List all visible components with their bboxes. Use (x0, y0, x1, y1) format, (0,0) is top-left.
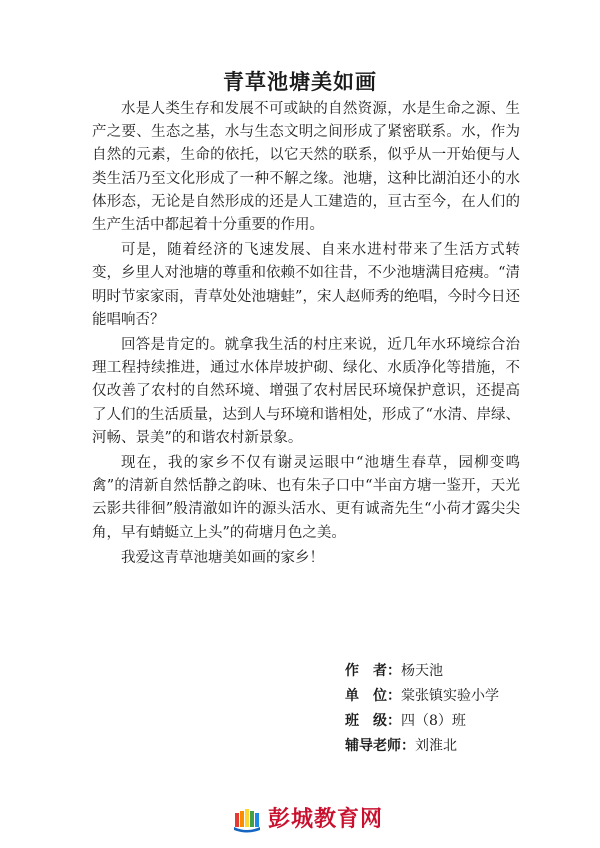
book-logo-icon (232, 803, 262, 833)
class-label: 班 级： (345, 713, 401, 729)
site-logo[interactable] (232, 802, 383, 833)
paragraph-4: 现在，我的家乡不仅有谢灵运眼中“池塘生春草，园柳变鸣禽”的清新自然恬静之韵味、也有朱子口中“半亩方塘一鉴开，天光云影共徘徊”般清澈如许的源头活水、更有诚斋先生“小荷才露尖尖角，早有蜻蜓立上头”的荷塘月色之美。 (92, 455, 520, 541)
class-value: 四（8）班 (401, 713, 466, 729)
paragraph-5: 我爱这青草池塘美如画的家乡！ (121, 549, 324, 566)
author-label: 作 者： (345, 663, 401, 679)
teacher-value: 刘淮北 (415, 738, 457, 754)
unit-label: 单 位： (345, 688, 401, 704)
byline-teacher (345, 735, 545, 760)
paragraph-2: 可是，随着经济的飞速发展、自来水进村带来了生活方式转变，乡里人对池塘的尊重和依赖不如往昔，不少池塘满目疮痍。“清明时节家家雨，青草处处池塘蛙”，宋人赵师秀的绝唱，今时今日还能唱响否？ (92, 242, 520, 328)
unit-value: 棠张镇实验小学 (401, 688, 499, 704)
article-body (92, 98, 520, 570)
byline (345, 660, 545, 760)
paragraph-3: 回答是肯定的。就拿我生活的村庄来说，近几年水环境综合治理工程持续推进，通过水体岸坡护砌、绿化、水质净化等措施，不仅改善了农村的自然环境、增强了农村居民环境保护意识，还提高了人们的生活质量，达到人与环境和谐相处，形成了“水清、岸绿、河畅、景美”的和谐农村新景象。 (92, 337, 520, 446)
teacher-label: 辅导老师： (345, 738, 415, 754)
author-value: 杨天池 (401, 663, 443, 679)
logo-text: 彭城教育网 (268, 807, 384, 832)
article-title: 青草池塘美如画 (223, 70, 377, 94)
byline-author (345, 660, 545, 685)
paragraph-1: 水是人类生存和发展不可或缺的自然资源，水是生命之源、生产之要、生态之基，水与生态文明之间形成了紧密联系。水，作为自然的元素，生命的依托，以它天然的联系，似乎从一开始便与人类生活乃至文化形成了一种不解之缘。池塘，这种比湖泊还小的水体形态，无论是自然形成的还是人工建造的，亘古至今，在人们的生产生活中都起着十分重要的作用。 (92, 101, 520, 234)
byline-class (345, 710, 545, 735)
byline-unit (345, 685, 545, 710)
